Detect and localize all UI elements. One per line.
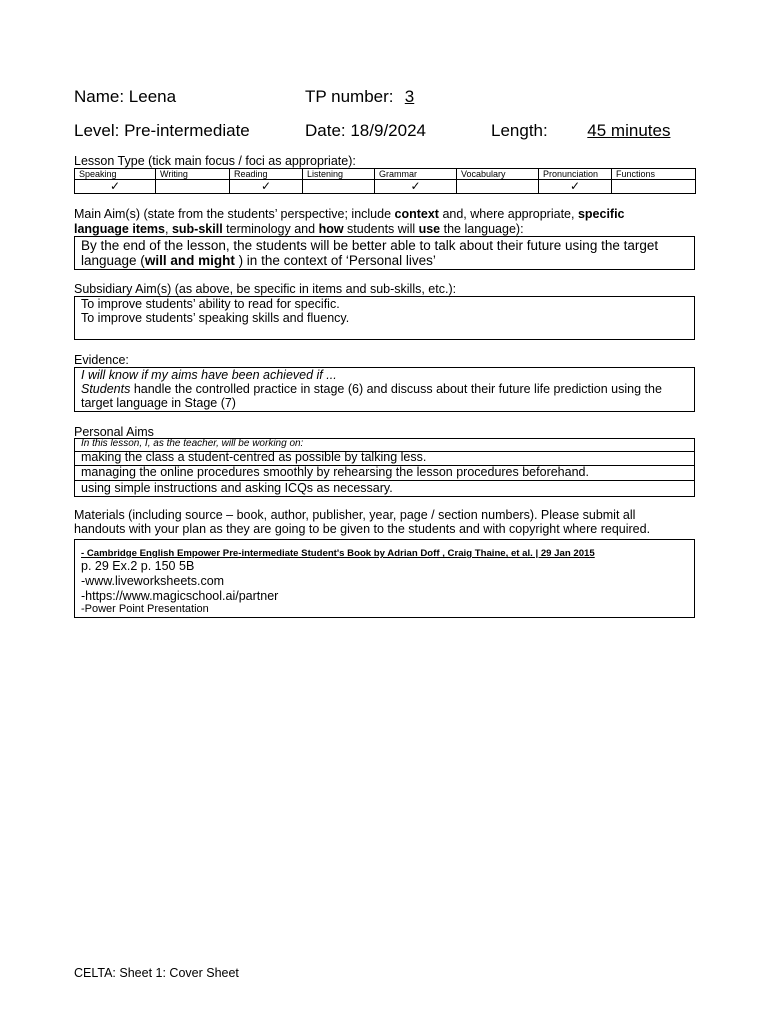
- main-aims-label: [74, 207, 625, 221]
- personal-aim-row: [74, 451, 695, 466]
- level-field: Level: Pre-intermediate: [74, 121, 250, 140]
- subsidiary-aims-label: Subsidiary Aim(s) (as above, be specific in items and sub-skills, etc.):: [74, 282, 457, 296]
- lesson-type-table: [74, 168, 696, 194]
- label-bold: use: [418, 222, 441, 236]
- label-text: terminology and: [222, 222, 319, 236]
- label-bold: how: [318, 222, 344, 236]
- evidence-line: target language in Stage (7): [81, 396, 236, 410]
- tp-number-label: TP number:: [305, 87, 394, 106]
- label-text: Main Aim(s) (state from the students’ perspective; include: [74, 207, 395, 221]
- name-field: Name: Leena: [74, 87, 177, 106]
- materials-website: -www.liveworksheets.com: [81, 574, 225, 588]
- materials-presentation: -Power Point Presentation: [81, 603, 209, 615]
- tick-cell: [156, 180, 230, 194]
- tp-number-value: 3: [404, 87, 415, 106]
- column-header: Functions: [612, 169, 696, 180]
- tick-cell: ✓: [375, 180, 457, 194]
- evidence-label: Evidence:: [74, 353, 129, 367]
- personal-aims-intro: In this lesson, I, as the teacher, will be working on:: [81, 438, 304, 449]
- tick-cell: ✓: [75, 180, 156, 194]
- evidence-line: [81, 382, 662, 396]
- label-text: the language):: [440, 222, 524, 236]
- column-header: Writing: [156, 169, 230, 180]
- evidence-text: handle the controlled practice in stage (6) and discuss about their future life prediction using the: [130, 382, 662, 396]
- personal-aim-text: managing the online procedures smoothly by rehearsing the lesson procedures beforehand.: [81, 465, 589, 479]
- subsidiary-aims-box: [74, 296, 695, 340]
- materials-website: -https://www.magicschool.ai/partner: [81, 589, 279, 603]
- label-bold: language items: [74, 222, 165, 236]
- tick-cell: ✓: [230, 180, 303, 194]
- materials-label-line2: handouts with your plan as they are going to be given to the students and with copyright where required.: [74, 522, 651, 536]
- personal-aim-row: [74, 465, 695, 481]
- column-header: Pronunciation: [539, 169, 612, 180]
- personal-aims-label: Personal Aims: [74, 425, 154, 439]
- column-header: Grammar: [375, 169, 457, 180]
- personal-aim-text: making the class a student-centred as possible by talking less.: [81, 450, 427, 464]
- subsidiary-aim-line: To improve students’ speaking skills and fluency.: [81, 311, 350, 325]
- evidence-intro: I will know if my aims have been achieved if ...: [81, 368, 337, 382]
- label-bold: specific: [577, 207, 625, 221]
- column-header: Vocabulary: [457, 169, 539, 180]
- personal-aim-text: using simple instructions and asking ICQs as necessary.: [81, 481, 393, 495]
- materials-box: [74, 539, 695, 618]
- main-aim-line: [81, 253, 436, 268]
- evidence-box: [74, 367, 695, 412]
- label-text: ,: [165, 222, 172, 236]
- materials-pages: p. 29 Ex.2 p. 150 5B: [81, 559, 195, 573]
- column-header: Listening: [303, 169, 375, 180]
- personal-aim-row: [74, 480, 695, 497]
- label-text: students will: [343, 222, 419, 236]
- tick-cell: ✓: [539, 180, 612, 194]
- column-header: Speaking: [75, 169, 156, 180]
- length-label: Length:: [491, 121, 548, 140]
- materials-label: Materials (including source – book, author, publisher, year, page / section numbers). Please submit all: [74, 508, 636, 522]
- tick-cell: [457, 180, 539, 194]
- label-bold: context: [394, 207, 439, 221]
- tick-cell: [612, 180, 696, 194]
- evidence-subject: Students: [81, 382, 131, 396]
- materials-source: - Cambridge English Empower Pre-intermediate Student's Book by Adrian Doff , Craig Thaine, et al. | 29 Jan 2015: [81, 548, 595, 559]
- main-aims-box: [74, 236, 695, 270]
- main-aim-text: language (: [81, 253, 145, 268]
- lesson-type-label: Lesson Type (tick main focus / foci as appropriate):: [74, 154, 356, 168]
- column-header: Reading: [230, 169, 303, 180]
- target-language: will and might: [144, 253, 235, 268]
- length-value: 45 minutes: [587, 121, 671, 140]
- label-bold: sub-skill: [171, 222, 223, 236]
- length-field: [491, 121, 670, 141]
- label-text: and, where appropriate,: [438, 207, 578, 221]
- tp-number-field: [305, 87, 414, 107]
- tick-cell: [303, 180, 375, 194]
- page-footer: CELTA: Sheet 1: Cover Sheet: [74, 966, 239, 980]
- date-field: Date: 18/9/2024: [305, 121, 426, 140]
- main-aim-line: By the end of the lesson, the students will be better able to talk about their future using the target: [81, 238, 659, 253]
- main-aim-text: ) in the context of ‘Personal lives’: [234, 253, 436, 268]
- main-aims-label-line2: [74, 222, 524, 236]
- subsidiary-aim-line: To improve students’ ability to read for specific.: [81, 297, 340, 311]
